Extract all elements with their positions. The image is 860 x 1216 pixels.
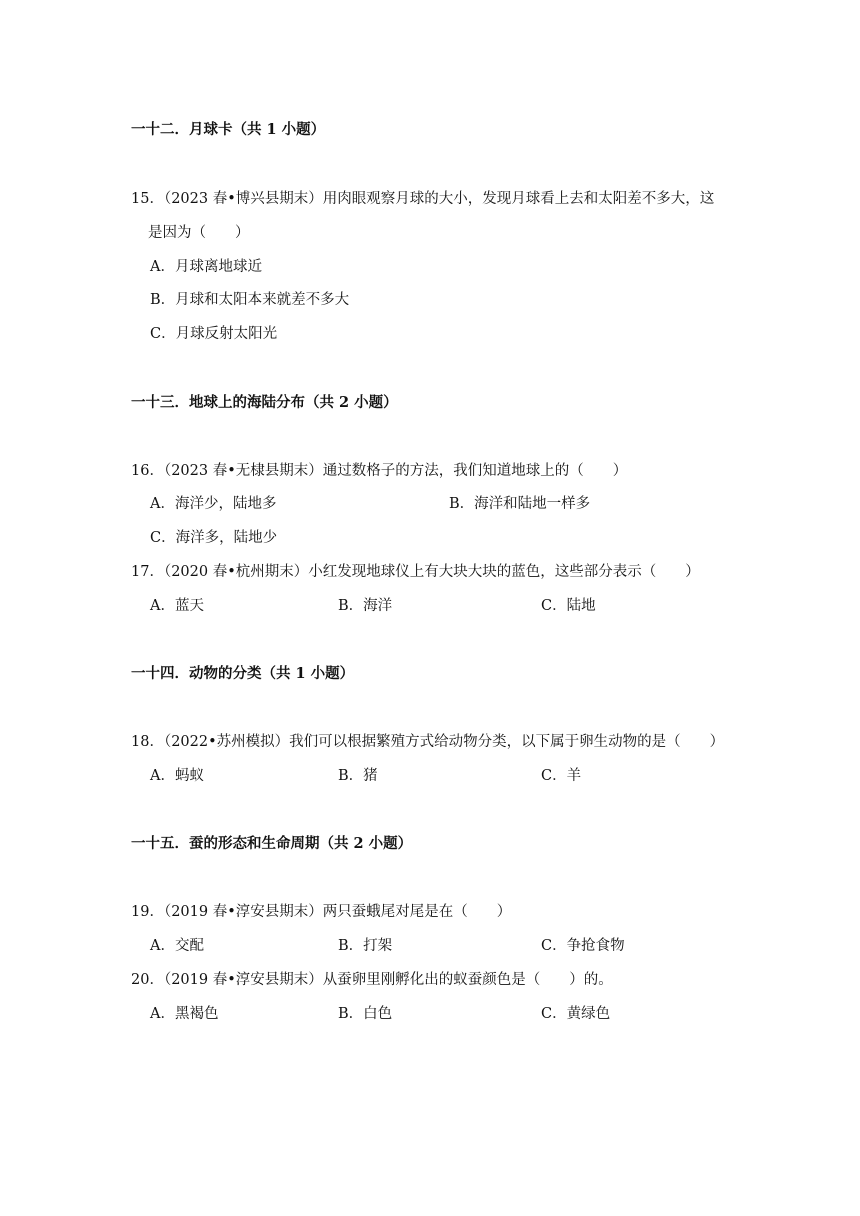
section-heading-12: 一十二．月球卡（共 1 小题）: [131, 121, 326, 138]
question-18-option-b: B．猪: [338, 768, 378, 784]
question-17-text: 17．（2020 春•杭州期末）小红发现地球仪上有大块大块的蓝色，这些部分表示（ ）: [131, 564, 700, 580]
question-19-option-c: C．争抢食物: [541, 938, 625, 954]
question-20-option-c: C．黄绿色: [541, 1006, 611, 1022]
question-15-text-cont: 是因为（ ）: [148, 225, 250, 241]
question-17-option-b: B．海洋: [338, 598, 393, 614]
question-16-option-a: A．海洋少，陆地多: [150, 496, 277, 512]
question-16-option-b: B．海洋和陆地一样多: [449, 496, 591, 512]
question-15-option-a: A．月球离地球近: [150, 259, 262, 275]
question-18-option-a: A．蚂蚁: [150, 768, 204, 784]
question-16-option-c: C．海洋多，陆地少: [150, 530, 278, 546]
question-15-option-b: B．月球和太阳本来就差不多大: [150, 292, 350, 308]
question-20-option-b: B．白色: [338, 1006, 393, 1022]
question-18-text: 18．（2022•苏州模拟）我们可以根据繁殖方式给动物分类，以下属于卵生动物的是（ ）: [131, 734, 725, 750]
section-heading-13: 一十三．地球上的海陆分布（共 2 小题）: [131, 394, 398, 411]
question-18-option-c: C．羊: [541, 768, 582, 784]
question-16-text: 16．（2023 春•无棣县期末）通过数格子的方法，我们知道地球上的（ ）: [131, 463, 628, 479]
question-15-option-c: C．月球反射太阳光: [150, 326, 278, 342]
question-19-option-a: A．交配: [150, 938, 204, 954]
section-heading-15: 一十五．蚕的形态和生命周期（共 2 小题）: [131, 835, 413, 852]
question-20-text: 20．（2019 春•淳安县期末）从蚕卵里刚孵化出的蚁蚕颜色是（ ）的。: [131, 972, 613, 988]
section-heading-14: 一十四．动物的分类（共 1 小题）: [131, 665, 355, 682]
question-17-option-c: C．陆地: [541, 598, 596, 614]
question-15-text: 15．（2023 春•博兴县期末）用肉眼观察月球的大小，发现月球看上去和太阳差不多大，这: [131, 191, 715, 207]
question-19-option-b: B．打架: [338, 938, 393, 954]
question-19-text: 19．（2019 春•淳安县期末）两只蚕蛾尾对尾是在（ ）: [131, 904, 512, 920]
question-20-option-a: A．黑褐色: [150, 1006, 219, 1022]
question-17-option-a: A．蓝天: [150, 598, 204, 614]
